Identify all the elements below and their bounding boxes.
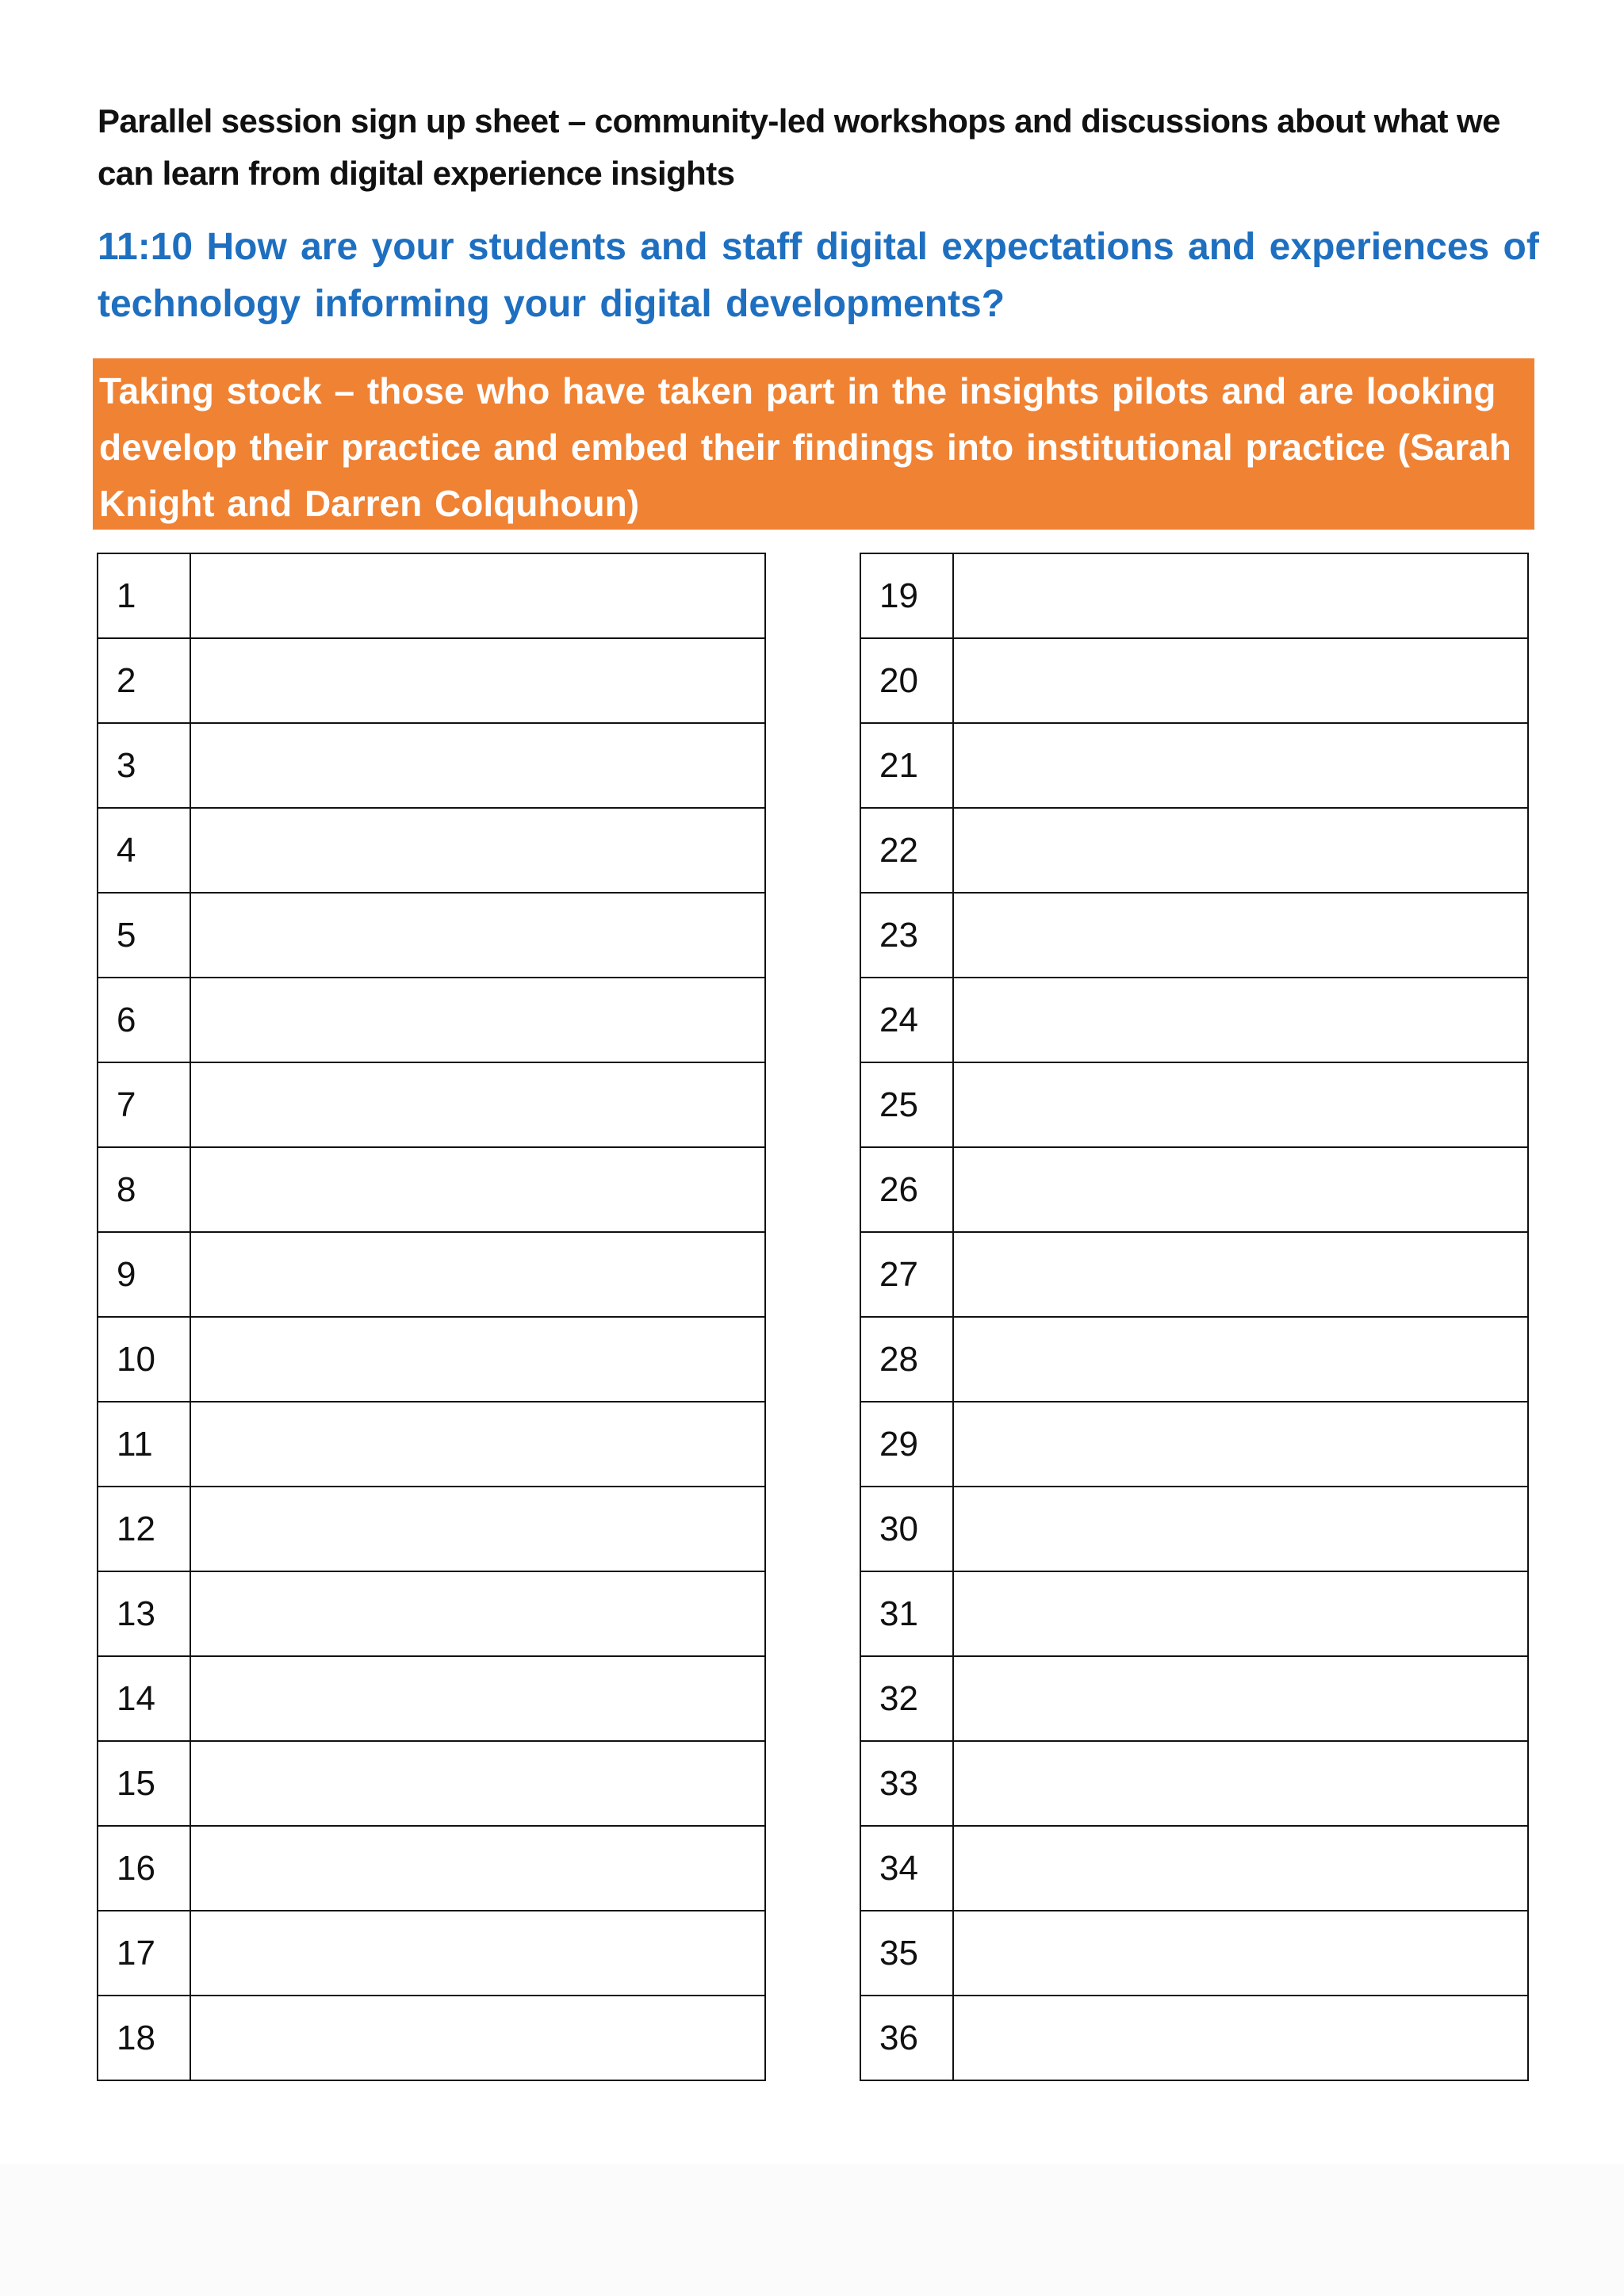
signup-row-number: 6 [98,978,190,1062]
signup-table-right-body [860,553,1528,2080]
page-title: Parallel session sign up sheet – community-led workshops and discussions about what we can learn from digital experience insights [98,102,1500,192]
signup-row [860,1826,1528,1911]
signup-name-field[interactable] [953,1487,1528,1571]
signup-row [98,1402,765,1487]
signup-name-field[interactable] [190,1826,765,1911]
signup-name-field[interactable] [953,1232,1528,1317]
signup-row-number: 26 [860,1147,953,1232]
signup-row-number: 12 [98,1487,190,1571]
signup-name-field[interactable] [953,638,1528,723]
signup-row [98,1487,765,1571]
signup-row-number: 18 [98,1996,190,2080]
signup-row-number: 19 [860,553,953,638]
session-heading: 11:10 How are your students and staff digital expectations and experiences of technology informing your digital developments? [98,226,1539,325]
signup-name-field[interactable] [953,1911,1528,1996]
signup-row [860,1317,1528,1402]
signup-name-field[interactable] [953,1571,1528,1656]
signup-row [860,1062,1528,1147]
signup-row [98,808,765,893]
signup-row-number: 10 [98,1317,190,1402]
signup-row-number: 16 [98,1826,190,1911]
signup-name-field[interactable] [190,1062,765,1147]
signup-name-field[interactable] [953,1062,1528,1147]
signup-row [860,1147,1528,1232]
signup-row [860,808,1528,893]
signup-name-field[interactable] [953,1147,1528,1232]
signup-row [860,638,1528,723]
signup-name-field[interactable] [953,1826,1528,1911]
signup-row [98,1317,765,1402]
signup-row [860,1996,1528,2080]
session-banner [93,358,1534,530]
signup-name-field[interactable] [953,1741,1528,1826]
signup-row [860,1911,1528,1996]
signup-row-number: 9 [98,1232,190,1317]
signup-row [98,1911,765,1996]
signup-row-number: 29 [860,1402,953,1487]
signup-row [98,1996,765,2080]
session-banner-text: Taking stock – those who have taken part in the insights pilots and are looking develop their practice and embed their findings into institutional practice (Sarah Knight and Darren Colquhoun) [99,370,1511,524]
signup-row-number: 15 [98,1741,190,1826]
page-footer-margin [0,2164,1624,2296]
signup-row-number: 23 [860,893,953,978]
signup-row-number: 5 [98,893,190,978]
signup-row [98,1656,765,1741]
signup-row-number: 1 [98,553,190,638]
signup-row [98,1571,765,1656]
signup-row [860,1656,1528,1741]
signup-name-field[interactable] [190,1571,765,1656]
signup-row [98,553,765,638]
signup-row-number: 25 [860,1062,953,1147]
signup-row-number: 7 [98,1062,190,1147]
signup-name-field[interactable] [190,1741,765,1826]
signup-row [98,1232,765,1317]
signup-row-number: 22 [860,808,953,893]
signup-name-field[interactable] [190,978,765,1062]
signup-name-field[interactable] [190,1232,765,1317]
signup-name-field[interactable] [190,1487,765,1571]
signup-row [98,638,765,723]
signup-row [98,1062,765,1147]
signup-row [98,978,765,1062]
signup-name-field[interactable] [190,1996,765,2080]
signup-row [98,1826,765,1911]
signup-table-left [97,553,766,2081]
signup-row-number: 13 [98,1571,190,1656]
signup-row [860,723,1528,808]
signup-name-field[interactable] [190,1911,765,1996]
signup-row [860,1487,1528,1571]
signup-row [98,723,765,808]
signup-row-number: 8 [98,1147,190,1232]
signup-name-field[interactable] [953,1402,1528,1487]
signup-table-left-body [98,553,765,2080]
signup-row [860,1402,1528,1487]
signup-name-field[interactable] [953,893,1528,978]
signup-name-field[interactable] [190,808,765,893]
signup-row [98,1147,765,1232]
signup-row [98,1741,765,1826]
signup-name-field[interactable] [190,1656,765,1741]
signup-row-number: 21 [860,723,953,808]
signup-row-number: 4 [98,808,190,893]
signup-row-number: 32 [860,1656,953,1741]
signup-row-number: 35 [860,1911,953,1996]
signup-row [860,1741,1528,1826]
signup-name-field[interactable] [953,1317,1528,1402]
signup-row-number: 33 [860,1741,953,1826]
signup-row-number: 31 [860,1571,953,1656]
signup-row-number: 17 [98,1911,190,1996]
signup-row-number: 3 [98,723,190,808]
signup-row [860,978,1528,1062]
signup-name-field[interactable] [190,1402,765,1487]
signup-table-right [860,553,1529,2081]
signup-row-number: 30 [860,1487,953,1571]
signup-name-field[interactable] [953,808,1528,893]
signup-row [860,553,1528,638]
signup-name-field[interactable] [190,723,765,808]
signup-name-field[interactable] [953,723,1528,808]
signup-name-field[interactable] [953,1656,1528,1741]
signup-row-number: 28 [860,1317,953,1402]
signup-row-number: 2 [98,638,190,723]
signup-name-field[interactable] [953,553,1528,638]
signup-name-field[interactable] [190,893,765,978]
signup-name-field[interactable] [190,1147,765,1232]
signup-name-field[interactable] [953,1996,1528,2080]
signup-name-field[interactable] [190,553,765,638]
signup-row [98,893,765,978]
signup-row-number: 14 [98,1656,190,1741]
signup-row-number: 36 [860,1996,953,2080]
signup-name-field[interactable] [953,978,1528,1062]
signup-row-number: 27 [860,1232,953,1317]
signup-row-number: 20 [860,638,953,723]
signup-name-field[interactable] [190,1317,765,1402]
signup-row-number: 24 [860,978,953,1062]
signup-row [860,1571,1528,1656]
signup-row [860,1232,1528,1317]
signup-name-field[interactable] [190,638,765,723]
signup-row-number: 34 [860,1826,953,1911]
signup-row-number: 11 [98,1402,190,1487]
signup-row [860,893,1528,978]
